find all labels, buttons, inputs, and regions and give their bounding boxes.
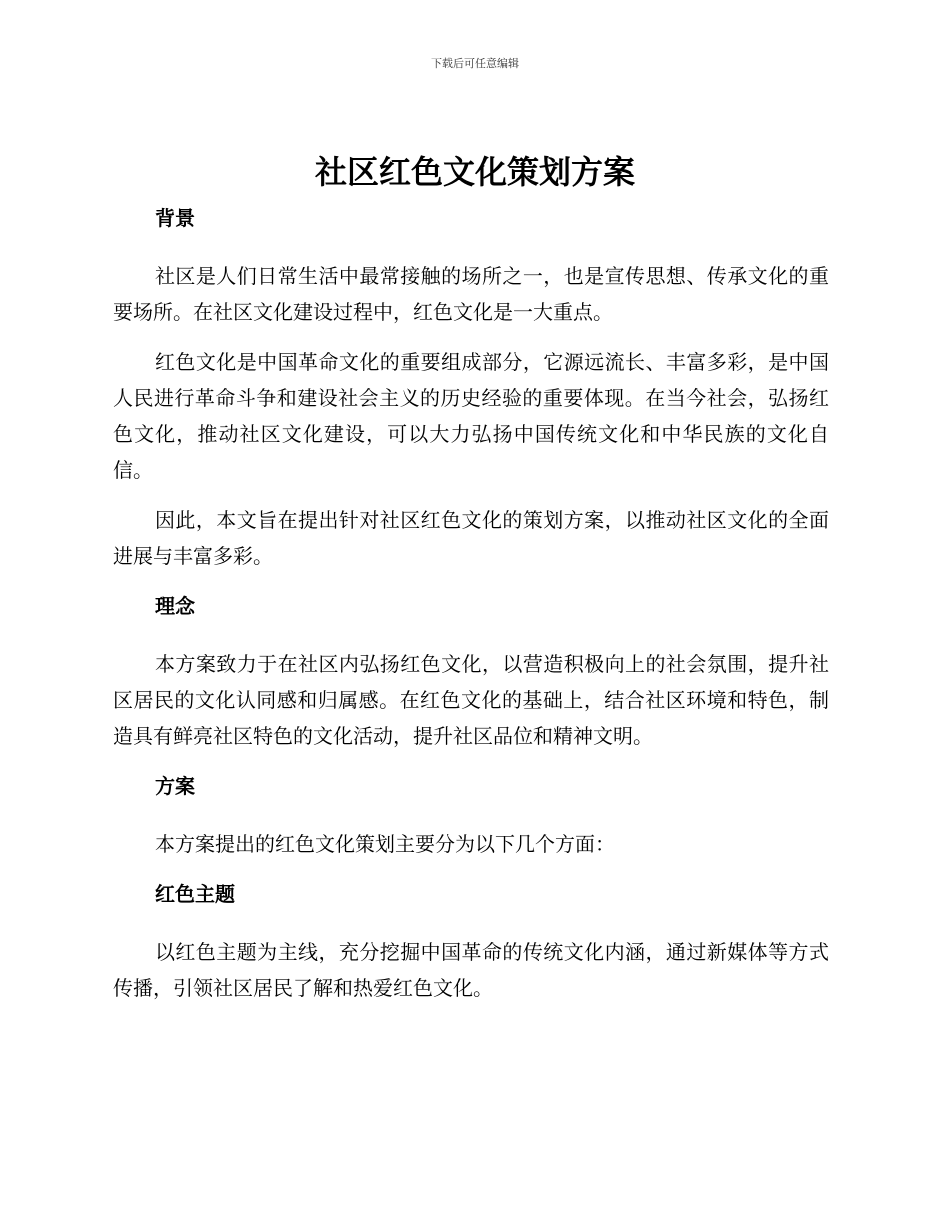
document-body: [113, 204, 829, 1006]
paragraph: 以红色主题为主线，充分挖掘中国革命的传统文化内涵，通过新媒体等方式传播，引领社区居民了解和热爱红色文化。: [113, 940, 829, 1000]
header-note: 下载后可任意编辑: [431, 57, 519, 70]
paragraph: 社区是人们日常生活中最常接触的场所之一，也是宣传思想、传承文化的重要场所。在社区文化建设过程中，红色文化是一大重点。: [113, 264, 829, 324]
paragraph: 红色文化是中国革命文化的重要组成部分，它源远流长、丰富多彩，是中国人民进行革命斗争和建设社会主义的历史经验的重要体现。在当今社会，弘扬红色文化，推动社区文化建设，可以大力弘扬中国传统文化和中华民族的文化自信。: [113, 350, 829, 482]
section-heading-red-theme: 红色主题: [155, 882, 235, 906]
paragraph: 因此，本文旨在提出针对社区红色文化的策划方案，以推动社区文化的全面进展与丰富多彩。: [113, 508, 829, 568]
section-heading-plan: 方案: [155, 774, 195, 798]
paragraph: 本方案提出的红色文化策划主要分为以下几个方面：: [155, 832, 615, 856]
section-heading-concept: 理念: [155, 594, 195, 618]
document-title: 社区红色文化策划方案: [314, 153, 635, 191]
paragraph: 本方案致力于在社区内弘扬红色文化，以营造积极向上的社会氛围，提升社区居民的文化认同感和归属感。在红色文化的基础上，结合社区环境和特色，制造具有鲜亮社区特色的文化活动，提升社区品位和精神文明。: [113, 652, 829, 748]
section-heading-background: 背景: [155, 206, 195, 230]
